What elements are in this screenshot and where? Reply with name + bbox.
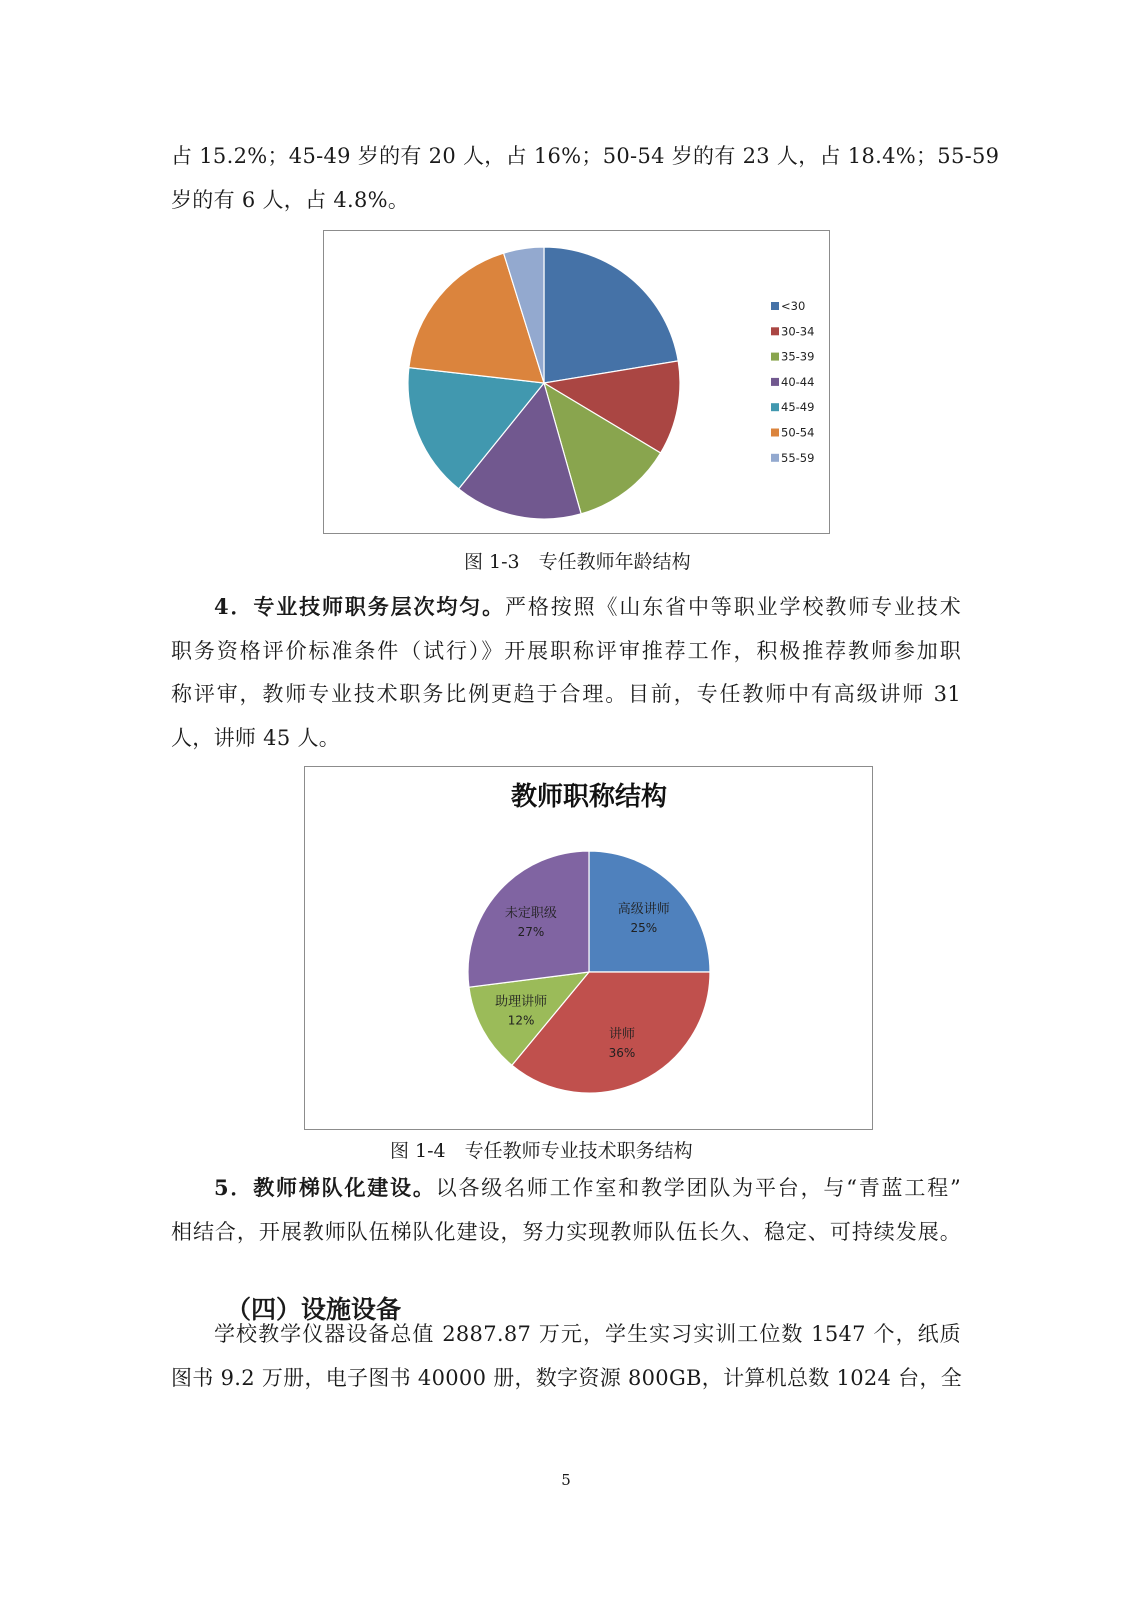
item4-line-2: 职务资格评价标准条件（试行）》开展职称评审推荐工作，积极推荐教师参加职 bbox=[171, 639, 961, 663]
legend-label-55-59: 55-59 bbox=[781, 450, 815, 465]
item4-line-1 bbox=[214, 593, 961, 621]
item5-line-1 bbox=[214, 1174, 961, 1202]
facilities-line-2: 图书 9.2 万册，电子图书 40000 册，数字资源 800GB，计算机总数 1024 台，全 bbox=[171, 1366, 963, 1390]
data-label-value-助理讲师: 12% bbox=[507, 1013, 535, 1028]
item4-line-4: 人，讲师 45 人。 bbox=[171, 726, 341, 750]
pie-slice-lt-30 bbox=[544, 247, 678, 383]
section-heading: （四）设施设备 bbox=[226, 1295, 402, 1324]
legend-swatch-55-59 bbox=[771, 454, 779, 462]
title-pie-slices bbox=[468, 851, 710, 1093]
legend-label-35-39: 35-39 bbox=[781, 349, 815, 364]
data-label-name-高级讲师: 高级讲师 bbox=[617, 902, 670, 918]
age-text-line-2: 岁的有 6 人，占 4.8%。 bbox=[171, 188, 410, 212]
chart-title: 教师职称结构 bbox=[510, 782, 668, 812]
item4-line-1-text: 严格按照《山东省中等职业学校教师专业技术 bbox=[505, 595, 962, 619]
title-pie-svg bbox=[305, 767, 872, 1129]
age-legend bbox=[771, 299, 814, 465]
data-label-name-未定职级: 未定职级 bbox=[504, 905, 557, 921]
item4-heading: 4．专业技师职务层次均匀。 bbox=[214, 594, 506, 619]
item4-line-3: 称评审，教师专业技术职务比例更趋于合理。目前，专任教师中有高级讲师 31 bbox=[171, 682, 961, 706]
legend-swatch-lt-30 bbox=[771, 302, 779, 310]
legend-label-lt-30: <30 bbox=[781, 299, 806, 313]
page-number: 5 bbox=[561, 1471, 571, 1489]
item5-heading: 5．教师梯队化建设。 bbox=[214, 1175, 436, 1200]
figure-1-4-caption: 图 1-4 专任教师专业技术职务结构 bbox=[390, 1140, 693, 1162]
legend-swatch-35-39 bbox=[771, 353, 779, 361]
legend-swatch-45-49 bbox=[771, 403, 779, 411]
title-structure-chart bbox=[304, 766, 873, 1130]
data-label-name-助理讲师: 助理讲师 bbox=[495, 994, 548, 1010]
data-label-value-未定职级: 27% bbox=[517, 924, 545, 939]
facilities-line-1: 学校教学仪器设备总值 2887.87 万元，学生实习实训工位数 1547 个，纸质 bbox=[214, 1322, 961, 1346]
data-label-value-高级讲师: 25% bbox=[630, 921, 658, 936]
age-text-line-1: 占 15.2%；45-49 岁的有 20 人，占 16%；50-54 岁的有 23 人，占 18.4%；55-59 bbox=[171, 144, 1000, 168]
data-label-name-讲师: 讲师 bbox=[608, 1027, 636, 1043]
age-structure-chart bbox=[323, 230, 830, 534]
age-pie-svg bbox=[324, 231, 829, 533]
legend-swatch-50-54 bbox=[771, 429, 779, 437]
data-label-value-讲师: 36% bbox=[608, 1046, 636, 1061]
item5-line-2: 相结合，开展教师队伍梯队化建设，努力实现教师队伍长久、稳定、可持续发展。 bbox=[171, 1220, 961, 1244]
legend-label-30-34: 30-34 bbox=[781, 324, 815, 339]
age-pie-slices bbox=[408, 247, 680, 519]
item5-line-1-text: 以各级名师工作室和教学团队为平台，与“青蓝工程” bbox=[435, 1176, 961, 1200]
legend-label-50-54: 50-54 bbox=[781, 425, 815, 440]
legend-swatch-30-34 bbox=[771, 327, 779, 335]
figure-1-3-caption: 图 1-3 专任教师年龄结构 bbox=[464, 551, 691, 573]
legend-label-40-44: 40-44 bbox=[781, 374, 815, 389]
legend-swatch-40-44 bbox=[771, 378, 779, 386]
legend-label-45-49: 45-49 bbox=[781, 400, 815, 415]
